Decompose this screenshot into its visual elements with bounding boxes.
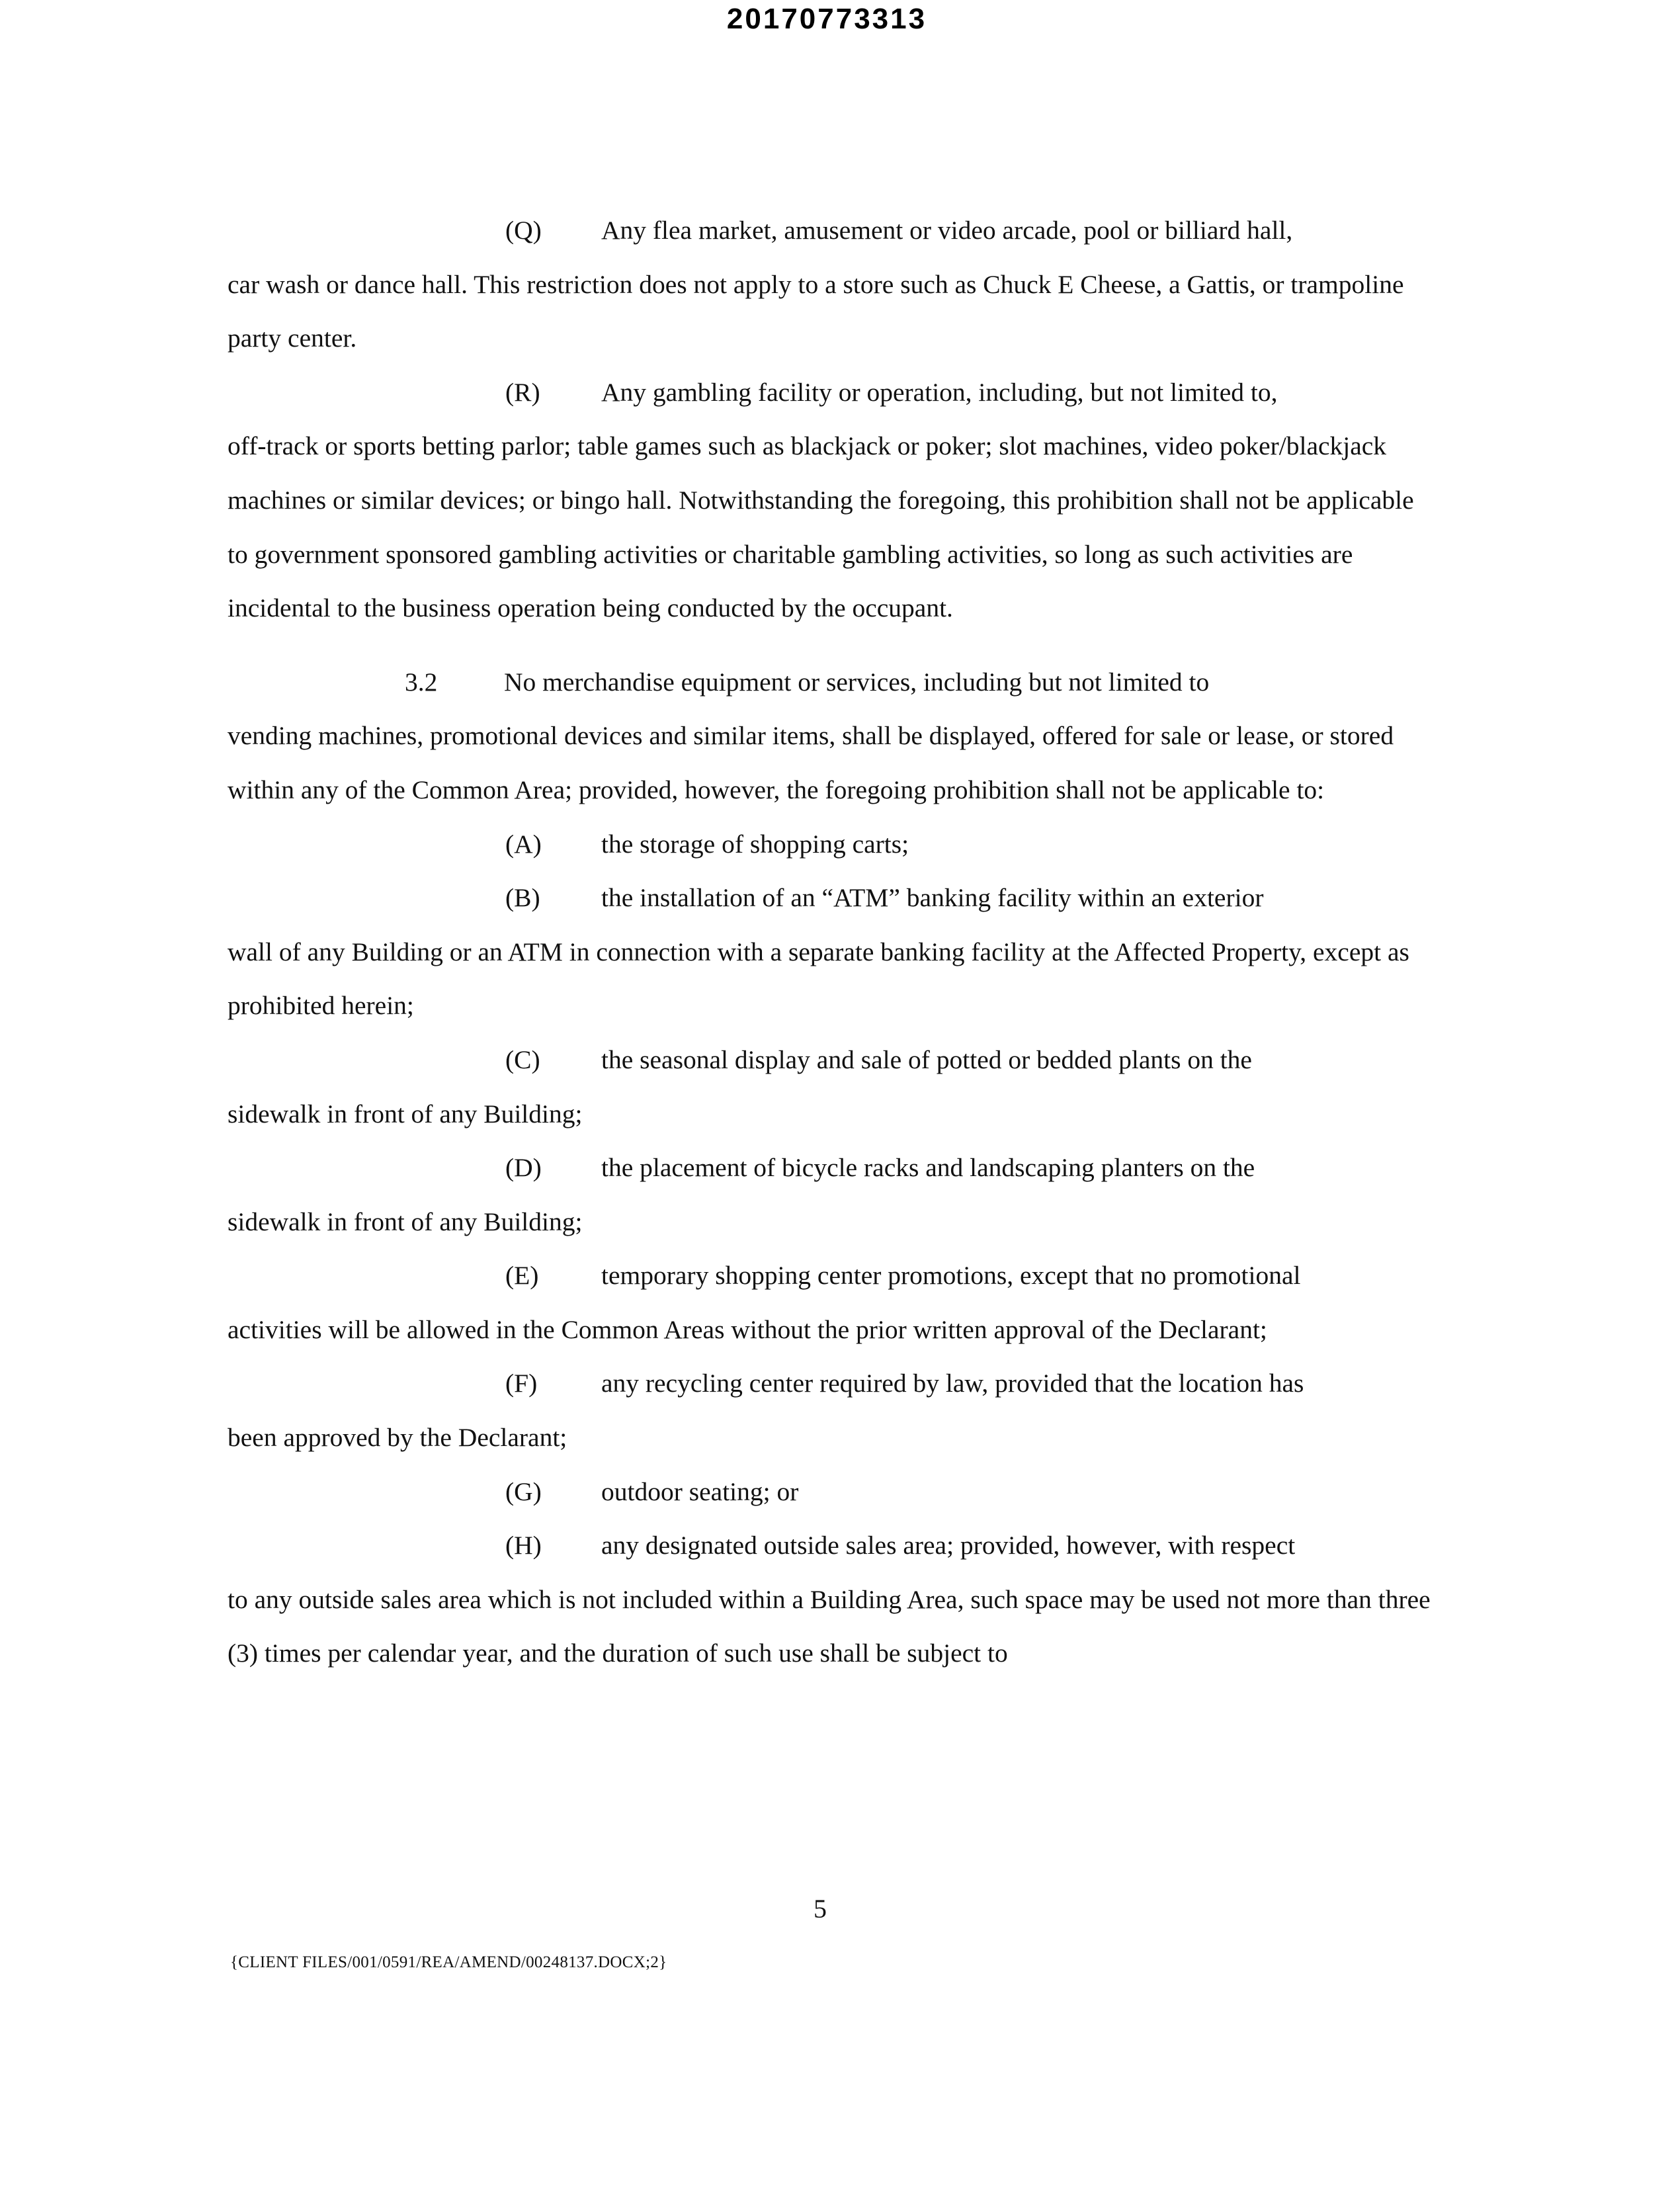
- first-line-text: the installation of an “ATM” banking facility within an exterior: [601, 883, 1264, 913]
- paragraph-r: [228, 366, 1438, 636]
- item-label: (C): [505, 1044, 540, 1074]
- page-number: 5: [814, 1894, 827, 1924]
- first-line-text: temporary shopping center promotions, except that no promotional: [601, 1261, 1301, 1291]
- paragraph-first-line: [228, 818, 1438, 872]
- footer-file-path: {CLIENT FILES/001/0591/REA/AMEND/00248137.DOCX;2}: [230, 1953, 667, 1971]
- paragraph-a: [228, 818, 1438, 872]
- item-label: (H): [505, 1531, 542, 1560]
- item-label: (G): [505, 1476, 542, 1506]
- item-label: (Q): [505, 216, 542, 245]
- paragraph-continuation: vending machines, promotional devices and similar items, shall be displayed, offered for sale or lease, or stored within any of the Common Area; provided, however, the foregoing prohibition shall not be applicable to:: [228, 721, 1394, 804]
- paragraph-h: [228, 1519, 1438, 1681]
- paragraph-first-line: [228, 1141, 1438, 1195]
- paragraph-g: [228, 1465, 1438, 1519]
- item-label: (B): [505, 883, 540, 913]
- paragraph-first-line: [228, 366, 1438, 420]
- paragraph-continuation: off-track or sports betting parlor; table games such as blackjack or poker; slot machines, video poker/blackjack machines or similar devices; or bingo hall. Notwithstanding the foregoing, this prohibition shall not be applicable to government sponsored gambling activities or charitable gambling activities, so long as such activities are incidental to the business operation being conducted by the occupant.: [228, 431, 1414, 623]
- paragraph-first-line: [228, 204, 1438, 258]
- first-line-text: outdoor seating; or: [601, 1476, 799, 1506]
- first-line-text: the seasonal display and sale of potted or bedded plants on the: [601, 1044, 1252, 1074]
- item-label: (A): [505, 829, 542, 859]
- paragraph-e: [228, 1249, 1438, 1357]
- paragraph-c: [228, 1033, 1438, 1141]
- first-line-text: any recycling center required by law, provided that the location has: [601, 1369, 1304, 1398]
- first-line-text: the storage of shopping carts;: [601, 829, 909, 859]
- paragraph-continuation: sidewalk in front of any Building;: [228, 1207, 583, 1236]
- item-label: (F): [505, 1369, 538, 1398]
- document-body: [228, 204, 1438, 1681]
- paragraph-first-line: [228, 1357, 1438, 1411]
- item-label: (R): [505, 377, 540, 407]
- paragraph-first-line: [228, 1519, 1438, 1573]
- paragraph-continuation: car wash or dance hall. This restriction does not apply to a store such as Chuck E Cheese, a Gattis, or trampoline party center.: [228, 269, 1404, 353]
- paragraph-continuation: wall of any Building or an ATM in connection with a separate banking facility at the Affected Property, except as prohibited herein;: [228, 937, 1409, 1021]
- first-line-text: Any flea market, amusement or video arcade, pool or billiard hall,: [601, 216, 1293, 245]
- paragraph-continuation: to any outside sales area which is not included within a Building Area, such space may be used not more than three (3) times per calendar year, and the duration of such use shall be subject to: [228, 1584, 1431, 1668]
- first-line-text: No merchandise equipment or services, including but not limited to: [504, 667, 1210, 697]
- first-line-text: any designated outside sales area; provided, however, with respect: [601, 1531, 1296, 1560]
- paragraph-d: [228, 1141, 1438, 1249]
- paragraph-first-line: [228, 871, 1438, 925]
- paragraph-first-line: [228, 1249, 1438, 1303]
- item-label: (E): [505, 1261, 539, 1291]
- section-3-2: [228, 656, 1438, 818]
- paragraph-b: [228, 871, 1438, 1033]
- paragraph-first-line: [228, 1033, 1438, 1087]
- item-label: (D): [505, 1153, 542, 1183]
- paragraph-first-line: [228, 1465, 1438, 1519]
- first-line-text: the placement of bicycle racks and landscaping planters on the: [601, 1153, 1255, 1183]
- paragraph-continuation: been approved by the Declarant;: [228, 1423, 567, 1453]
- paragraph-continuation: sidewalk in front of any Building;: [228, 1099, 583, 1128]
- first-line-text: Any gambling facility or operation, including, but not limited to,: [601, 377, 1278, 407]
- paragraph-continuation: activities will be allowed in the Common Areas without the prior written approval of the Declarant;: [228, 1314, 1267, 1344]
- section-label: 3.2: [405, 667, 438, 697]
- paragraph-q: [228, 204, 1438, 366]
- paragraph-f: [228, 1357, 1438, 1465]
- paragraph-first-line: [228, 656, 1438, 710]
- document-number: 20170773313: [726, 3, 927, 35]
